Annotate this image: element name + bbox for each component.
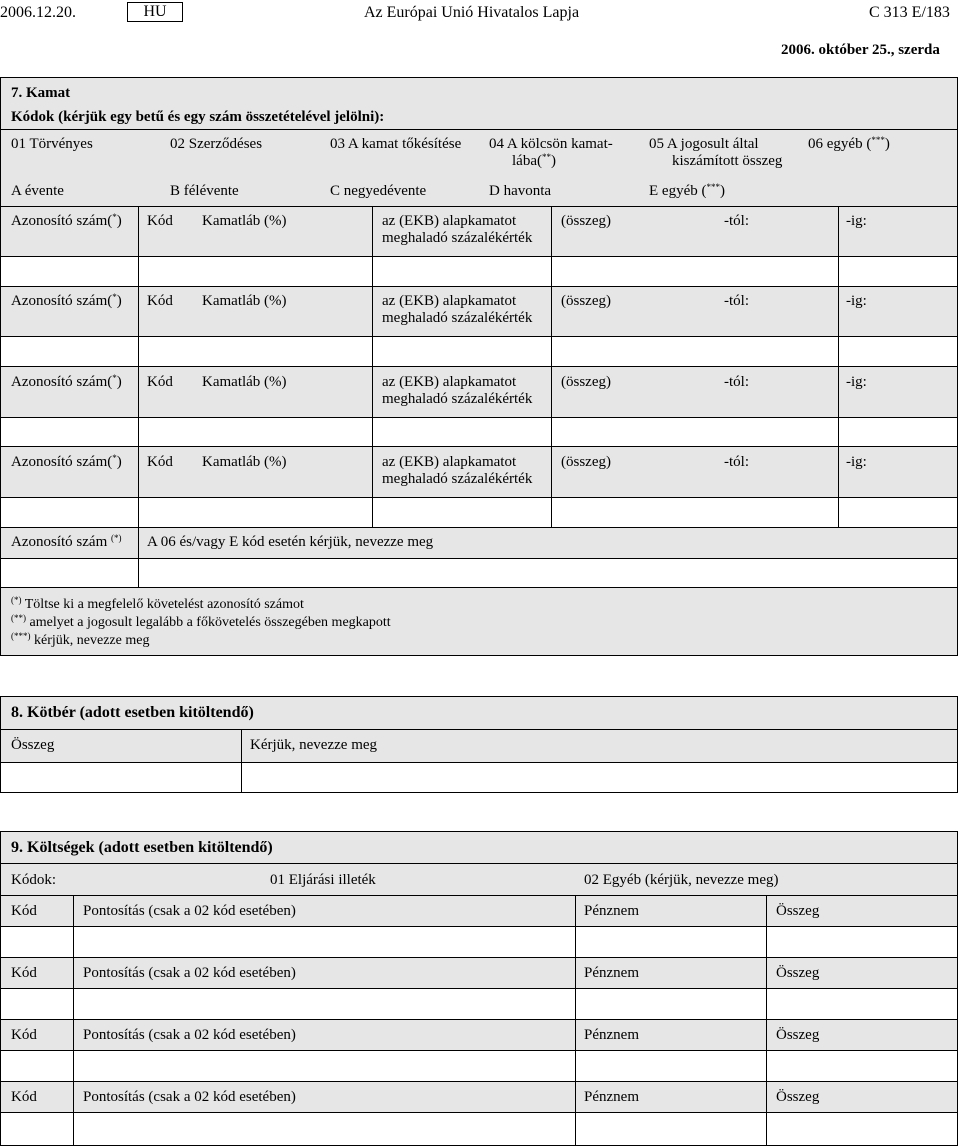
costs-row-1-input-area[interactable] [1, 927, 957, 957]
costs-code-02: 02 Egyéb (kérjük, nevezze meg) [584, 872, 779, 888]
col-divider [838, 206, 839, 286]
header-lang-box [127, 2, 183, 22]
row-ig-label: -ig: [846, 454, 867, 470]
row-kod-label: Kód [147, 293, 173, 309]
divider [0, 417, 958, 418]
col-divider [138, 286, 139, 366]
costs-spec-label: Pontosítás (csak a 02 kód esetében) [83, 965, 296, 981]
footnote-mark: (*) [11, 595, 22, 605]
divider [0, 863, 958, 864]
col-divider [138, 366, 139, 446]
row-kamatlab-label: Kamatláb (%) [202, 293, 287, 309]
col-divider [138, 446, 139, 527]
col-divider [372, 206, 373, 286]
label: Azonosító szám( [11, 213, 113, 229]
paren: ) [116, 293, 122, 309]
divider [0, 206, 958, 207]
divider [0, 366, 958, 367]
footnote-text: amelyet a jogosult legalább a főkövetelés összegében megkapott [26, 615, 391, 630]
divider [0, 1081, 958, 1082]
row-ekb-label-1: az (EKB) alapkamatot [382, 213, 517, 229]
divider [0, 729, 958, 730]
footnote-mark: ** [541, 152, 551, 162]
interest-row-2-input-area[interactable] [1, 337, 957, 366]
code-06-text: 06 egyéb ( [808, 136, 872, 152]
col-divider [838, 446, 839, 527]
divider [0, 256, 958, 257]
row-ig-label: -ig: [846, 374, 867, 390]
divider [0, 446, 958, 447]
period-b: B félévente [170, 183, 239, 199]
paren: ) [884, 136, 890, 152]
interest-row-4-input-area[interactable] [1, 498, 957, 527]
row-kod-label: Kód [147, 454, 173, 470]
costs-currency-label: Pénznem [584, 1027, 639, 1043]
label: Azonosító szám( [11, 454, 113, 470]
row-ekb-label-2: meghaladó százalékérték [382, 230, 533, 246]
footnote-mark: *** [706, 182, 720, 192]
footnote-mark: (**) [11, 613, 26, 623]
col-divider [838, 286, 839, 366]
header-journal: Az Európai Unió Hivatalos Lapja [364, 4, 580, 21]
period-e-text: E egyéb ( [649, 183, 707, 199]
costs-currency-label: Pénznem [584, 965, 639, 981]
col-divider [73, 1019, 74, 1081]
costs-kod-label: Kód [11, 903, 37, 919]
divider [0, 587, 958, 588]
divider [0, 558, 958, 559]
costs-kod-label: Kód [11, 1027, 37, 1043]
paren: ) [719, 183, 725, 199]
footnote-mark: * [112, 212, 117, 222]
interest-row-3-input-area[interactable] [1, 418, 957, 446]
other-description-input[interactable] [139, 559, 957, 587]
header-lang: HU [143, 3, 167, 20]
penalty-name-input[interactable] [242, 763, 957, 792]
costs-spec-label: Pontosítás (csak a 02 kód esetében) [83, 1027, 296, 1043]
row-id-label [11, 293, 122, 310]
col-divider [766, 957, 767, 1019]
code-04-line1: 04 A kölcsön kamat- [489, 136, 613, 152]
costs-currency-label: Pénznem [584, 1089, 639, 1105]
row-tol-label: -tól: [724, 374, 749, 390]
row-kod-label: Kód [147, 213, 173, 229]
col-divider [551, 366, 552, 446]
divider [0, 895, 958, 896]
code-05-line2: kiszámított összeg [672, 153, 783, 169]
other-id-input[interactable] [1, 559, 138, 587]
code-06 [808, 136, 890, 153]
col-divider [138, 206, 139, 286]
col-divider [766, 1019, 767, 1081]
label: Azonosító szám [11, 534, 111, 550]
other-note-label: A 06 és/vagy E kód esetén kérjük, nevezze meg [147, 534, 434, 550]
row-osszeg-label: (összeg) [561, 454, 611, 470]
divider [0, 336, 958, 337]
row-tol-label: -tól: [724, 293, 749, 309]
section-9-title: 9. Költségek (adott esetben kitöltendő) [11, 839, 273, 856]
row-ig-label: -ig: [846, 293, 867, 309]
divider [0, 1019, 958, 1020]
costs-row-3-input-area[interactable] [1, 1051, 957, 1081]
section-8-title: 8. Kötbér (adott esetben kitöltendő) [11, 704, 254, 721]
label: Azonosító szám( [11, 293, 113, 309]
costs-row-4-input-area[interactable] [1, 1113, 957, 1145]
penalty-amount-input[interactable] [1, 763, 241, 792]
divider [0, 988, 958, 989]
footnote-mark: *** [871, 135, 885, 145]
period-d: D havonta [489, 183, 552, 199]
period-a: A évente [11, 183, 64, 199]
row-tol-label: -tól: [724, 213, 749, 229]
paren: ) [116, 374, 122, 390]
footnote-1 [11, 596, 304, 613]
period-e [649, 183, 725, 200]
row-kamatlab-label: Kamatláb (%) [202, 213, 287, 229]
header-ref: C 313 E/183 [869, 4, 950, 21]
divider [0, 497, 958, 498]
code-02: 02 Szerződéses [170, 136, 263, 152]
divider [0, 129, 958, 130]
footnote-mark: (*) [110, 533, 122, 543]
divider [0, 957, 958, 958]
row-osszeg-label: (összeg) [561, 374, 611, 390]
col-divider [138, 527, 139, 587]
col-divider [73, 1081, 74, 1145]
col-divider [766, 1081, 767, 1145]
row-osszeg-label: (összeg) [561, 293, 611, 309]
code-01: 01 Törvényes [11, 136, 93, 152]
col-divider [73, 957, 74, 1019]
footnote-mark: * [112, 292, 117, 302]
divider [0, 762, 958, 763]
col-divider [73, 895, 74, 957]
footnote-text: Töltse ki a megfelelő követelést azonosító számot [21, 597, 304, 612]
divider [0, 1112, 958, 1113]
paren: ) [116, 213, 122, 229]
code-04-text: lába( [512, 153, 542, 169]
row-kamatlab-label: Kamatláb (%) [202, 454, 287, 470]
footnote-mark: (***) [11, 631, 31, 641]
col-divider [241, 729, 242, 793]
costs-kod-label: Kód [11, 965, 37, 981]
code-04-line2 [512, 153, 556, 170]
row-id-label [11, 374, 122, 391]
other-id-label [11, 534, 121, 551]
divider [0, 286, 958, 287]
col-divider [575, 1081, 576, 1145]
col-divider [575, 895, 576, 957]
row-id-label [11, 213, 122, 230]
costs-amount-label: Összeg [776, 1027, 820, 1043]
paren: ) [550, 153, 556, 169]
code-03: 03 A kamat tőkésítése [330, 136, 462, 152]
period-c: C negyedévente [330, 183, 427, 199]
col-divider [372, 366, 373, 446]
col-divider [372, 286, 373, 366]
row-ekb-label-1: az (EKB) alapkamatot [382, 293, 517, 309]
penalty-name-label: Kérjük, nevezze meg [250, 737, 378, 753]
footnote-mark: * [112, 373, 117, 383]
col-divider [766, 895, 767, 957]
col-divider [551, 206, 552, 286]
footnote-mark: * [112, 453, 117, 463]
row-kamatlab-label: Kamatláb (%) [202, 374, 287, 390]
costs-amount-label: Összeg [776, 1089, 820, 1105]
costs-code-01: 01 Eljárási illeték [270, 872, 376, 888]
row-ekb-label-2: meghaladó százalékérték [382, 310, 533, 326]
row-osszeg-label: (összeg) [561, 213, 611, 229]
footnote-text: kérjük, nevezze meg [30, 633, 150, 648]
row-tol-label: -tól: [724, 454, 749, 470]
col-divider [838, 366, 839, 446]
costs-spec-label: Pontosítás (csak a 02 kód esetében) [83, 903, 296, 919]
header-date: 2006.12.20. [0, 4, 76, 21]
costs-currency-label: Pénznem [584, 903, 639, 919]
costs-amount-label: Összeg [776, 965, 820, 981]
interest-row-1-input-area[interactable] [1, 257, 957, 286]
row-ekb-label-2: meghaladó százalékérték [382, 391, 533, 407]
footnote-3 [11, 632, 149, 649]
label: Azonosító szám( [11, 374, 113, 390]
row-ekb-label-1: az (EKB) alapkamatot [382, 374, 517, 390]
col-divider [551, 286, 552, 366]
divider [0, 926, 958, 927]
divider [0, 1050, 958, 1051]
col-divider [372, 446, 373, 527]
penalty-amount-label: Összeg [11, 737, 55, 753]
costs-row-2-input-area[interactable] [1, 989, 957, 1019]
col-divider [575, 1019, 576, 1081]
section-7-title: 7. Kamat [11, 85, 71, 101]
row-kod-label: Kód [147, 374, 173, 390]
footnote-2 [11, 614, 391, 631]
costs-kod-label: Kód [11, 1089, 37, 1105]
col-divider [551, 446, 552, 527]
col-divider [575, 957, 576, 1019]
paren: ) [116, 454, 122, 470]
row-id-label [11, 454, 122, 471]
row-ig-label: -ig: [846, 213, 867, 229]
divider [0, 527, 958, 528]
costs-amount-label: Összeg [776, 903, 820, 919]
costs-codes-label: Kódok: [11, 872, 56, 888]
code-05-line1: 05 A jogosult által [649, 136, 759, 152]
row-ekb-label-1: az (EKB) alapkamatot [382, 454, 517, 470]
costs-spec-label: Pontosítás (csak a 02 kód esetében) [83, 1089, 296, 1105]
header-issue-date: 2006. október 25., szerda [781, 42, 940, 58]
section-7-subtitle: Kódok (kérjük egy betű és egy szám összetételével jelölni): [11, 109, 385, 125]
row-ekb-label-2: meghaladó százalékérték [382, 471, 533, 487]
